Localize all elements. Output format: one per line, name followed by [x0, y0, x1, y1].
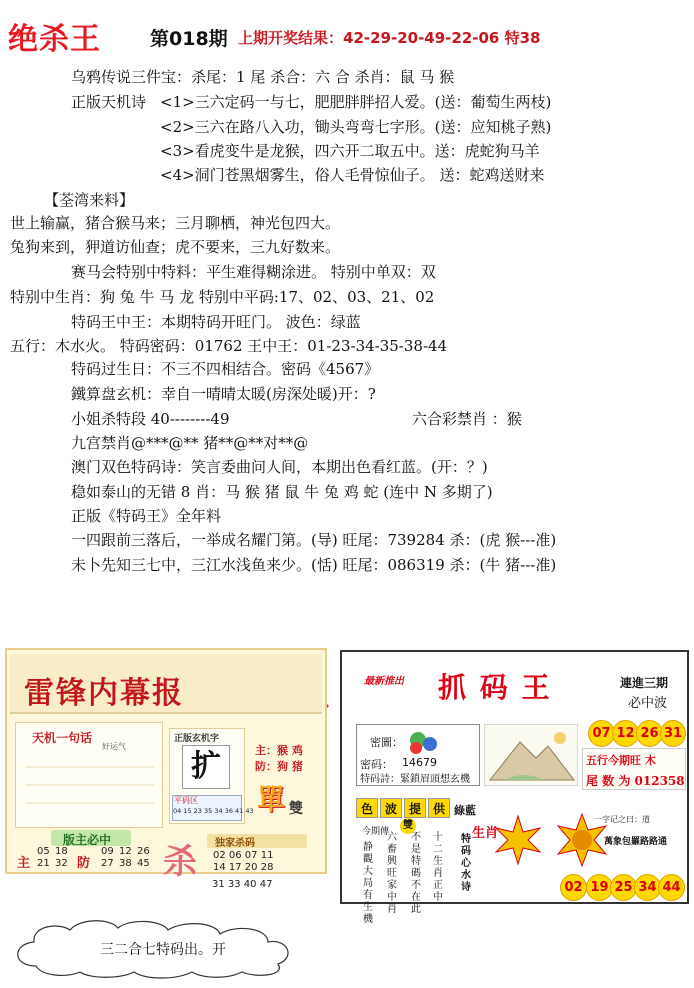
line-tianji-label: 正版天机诗 [71, 93, 147, 111]
bottom-ball: 02 [560, 874, 587, 901]
line-verse-2: 兔狗来到，狎道访仙查；虎不要来，三九好数来。 [10, 238, 341, 256]
zhu-num: 05 [37, 846, 50, 857]
period-label: 今期傳 [362, 827, 390, 837]
wave-char: 波 [380, 798, 402, 818]
fang-num: 12 [119, 846, 132, 857]
poem-column: 六畜興旺家中肖 [387, 832, 397, 915]
zhu-picks: 主：猴 鸡 [255, 744, 303, 757]
secret-code-label: 密码： [360, 758, 393, 771]
wave-value: 綠藍 [454, 804, 476, 817]
pingma-nums: 04 15 23 35 34 36 41 43 [173, 807, 254, 815]
poem-column: 不是特碼不在此 [411, 832, 421, 915]
line-source: 【荃湾来料】 [44, 191, 135, 209]
secret-code: 14679 [402, 756, 437, 769]
dan-char: 單 [257, 783, 286, 816]
fang-num: 38 [119, 858, 132, 869]
top-ball: 26 [636, 720, 663, 747]
line-macau-poem: 澳门双色特码诗：笑言委曲问人间，本期出色看红蓝。(开：？) [71, 458, 488, 476]
tianji-label: 天机一句话 [32, 731, 93, 745]
duanma-row: 02 06 07 11 [213, 850, 274, 861]
zhu-num: 21 [37, 858, 50, 869]
zhuama-title: 抓 码 王 [438, 671, 552, 704]
fang-mark: 防 [77, 856, 91, 871]
poem-label: 特码詩： [360, 774, 400, 785]
poem-title: 特码心水诗 [461, 834, 471, 893]
bottom-ball: 34 [634, 874, 661, 901]
fang-num: 26 [137, 846, 150, 857]
issue-number: 第018期 [150, 28, 228, 50]
leifeng-title: 雷锋内幕报 [24, 676, 184, 711]
line-iron-abacus: 鐵算盘玄机：幸自一晴晴太暖(房深处暖)开：? [71, 385, 376, 403]
poem-column: 静觀大局有生機 [363, 842, 373, 925]
zhu-mark: 主 [17, 856, 31, 871]
duanma-row: 14 17 20 28 [213, 862, 274, 873]
fang-num: 45 [137, 858, 150, 869]
wave-char: 提 [404, 798, 426, 818]
line-verse-1: 世上输赢，猪合猴马来；三月聊栖，神光包四大。 [10, 214, 341, 232]
top-ball: 12 [612, 720, 639, 747]
tail-line: 尾 数 为 012358 [586, 774, 685, 788]
line-wuxing: 五行：木水火。 特码密码：01762 王中王：01-23-34-35-38-44 [10, 337, 448, 355]
fang-num: 09 [101, 846, 114, 857]
sun-star-icon [492, 814, 544, 866]
char-box [169, 728, 254, 824]
latest-label: 最新推出 [364, 676, 404, 687]
tianji-sub: 好运气 [102, 742, 126, 751]
one-word: 一字记之曰：道 [594, 815, 650, 824]
duanma-row: 31 33 40 47 [212, 879, 273, 890]
must-wave: 必中波 [628, 696, 668, 711]
shuang-char: 雙 [289, 801, 303, 817]
line-poem-2: <2>三六在路八入功，锄头弯弯七字形。(送：应知桃子熟) [160, 118, 552, 136]
wuxing-line: 五行今期旺 木 [586, 754, 656, 767]
line-crow-legend: 乌鸦传说三件宝：杀尾：1 尾 杀合：六 合 杀肖：鼠 马 猴 [71, 68, 455, 86]
streak-label: 連進三期 [620, 676, 669, 690]
wave-char: 色 [356, 798, 378, 818]
line-king: 特码王中王：本期特码开旺门。 波色：绿蓝 [71, 313, 361, 331]
leifeng-header-band [10, 654, 322, 714]
char-box-title: 正版玄机字 [174, 734, 220, 744]
line-annual: 正版《特码王》全年料 [71, 507, 222, 525]
xuanji-char: 扩 [182, 745, 230, 789]
zhu-num: 32 [55, 858, 68, 869]
banzhu-label: 版主必中 [63, 833, 112, 847]
tiger-text: 萬象包羅路路通 [604, 837, 668, 847]
wave-char: 供 [428, 798, 450, 818]
line-banned: 六合彩禁肖 ：猴 [412, 410, 522, 428]
poem-column: 十二生肖正中 [433, 832, 443, 903]
line-miss-kill: 小姐杀特段 40--------49 [71, 410, 230, 428]
mountain-image [484, 724, 578, 786]
period-value: 雙 [400, 818, 416, 834]
line-poem-1: <1>三六定码一与七，肥肥胖胖招人爱。(送：葡萄生两枝) [160, 93, 552, 111]
tianji-box [15, 722, 163, 828]
zhu-num: 18 [55, 846, 68, 857]
line-jiugong: 九宫禁肖@***@** 猪**@**对**@ [71, 434, 309, 452]
line-eight-zodiac: 稳如泰山的无错 8 肖：马 猴 猪 鼠 牛 兔 鸡 蛇 (连中 N 多期了) [71, 483, 493, 501]
cloud-text: 三二合七特码出。开 [100, 942, 226, 958]
sha-char: 杀 [163, 842, 197, 882]
line-poem-4: <4>洞门苍黑烟雾生，俗人毛骨惊仙子。 送：蛇鸡送财来 [160, 166, 545, 184]
top-ball: 07 [588, 720, 615, 747]
line-poem-3: <3>看虎变牛是龙猴，四六开二取五中。送：虎蛇狗马羊 [160, 142, 540, 160]
line-zodiac: 特别中生肖：狗 兔 牛 马 龙 特别中平码:17、02、03、21、02 [10, 288, 435, 306]
last-result: 上期开奖结果：42-29-20-49-22-06 特38 [238, 29, 541, 47]
leifeng-panel [5, 648, 327, 882]
line-verse-3: 一四跟前三落后，一举成名耀门第。(导) 旺尾：739284 杀：(虎 猴---准) [71, 531, 557, 549]
duanma-label: 独家杀码 [215, 838, 255, 849]
bottom-ball: 44 [658, 874, 685, 901]
line-horse-club: 赛马会特别中特料：平生难得糊涂进。 特别中单双：双 [71, 263, 436, 281]
pingma-label: 平码区 [174, 796, 198, 805]
fang-num: 27 [101, 858, 114, 869]
secret-label: 密圖： [370, 736, 403, 749]
line-birthday: 特码过生日：不三不四相结合。密码《4567》 [71, 360, 380, 378]
bottom-ball: 25 [610, 874, 637, 901]
banzhu-box [15, 834, 155, 870]
page-title: 绝杀王 [8, 22, 101, 57]
poem-text: 緊鎖眉頭想玄機 [400, 774, 470, 785]
top-ball: 31 [660, 720, 686, 747]
shengxiao-label: 生肖 [472, 826, 499, 841]
fang-picks: 防：狗 猪 [255, 760, 303, 773]
line-verse-4: 未卜先知三七中，三江水浅鱼来少。(恬) 旺尾：086319 杀：(牛 猪---准) [71, 556, 557, 574]
secret-image-icon [406, 728, 446, 756]
bottom-ball: 19 [586, 874, 613, 901]
zhuama-panel [340, 650, 689, 925]
ruled-lines [26, 757, 154, 817]
